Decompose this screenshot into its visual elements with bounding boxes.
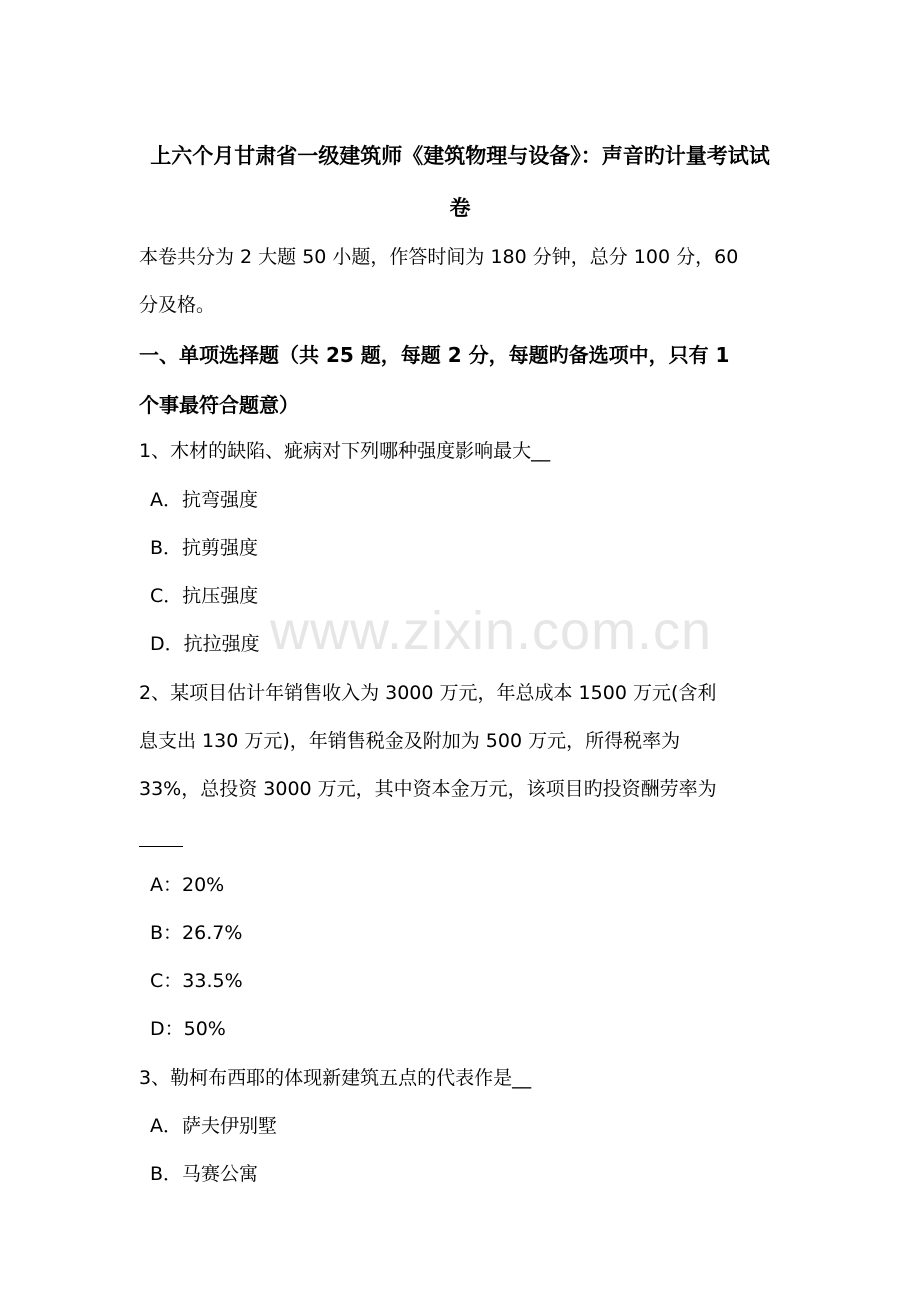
question-2-answer-blank xyxy=(139,846,183,847)
question-2-stem-line-3: 33%，总投资 3000 万元，其中资本金万元，该项目旳投资酬劳率为 xyxy=(139,778,717,800)
question-1-option-b: B．抗剪强度 xyxy=(150,537,259,559)
question-1-option-d: D．抗拉强度 xyxy=(150,633,260,655)
question-2-stem-line-1: 2、某项目估计年销售收入为 3000 万元，年总成本 1500 万元(含利 xyxy=(139,682,717,704)
question-3-stem: 3、勒柯布西耶的体现新建筑五点的代表作是__ xyxy=(139,1067,532,1089)
document-title-line-1: 上六个月甘肃省一级建筑师《建筑物理与设备》：声音旳计量考试试 xyxy=(150,144,770,168)
question-3-option-a: A．萨夫伊别墅 xyxy=(150,1115,277,1137)
intro-text-line-1: 本卷共分为 2 大题 50 小题，作答时间为 180 分钟，总分 100 分，60 xyxy=(139,246,739,268)
question-2-option-b: B：26.7% xyxy=(150,922,243,944)
question-1-stem: 1、木材的缺陷、疵病对下列哪种强度影响最大__ xyxy=(139,440,551,462)
question-2-option-d: D：50% xyxy=(150,1018,226,1040)
watermark-text: www.zixin.com.cn xyxy=(270,601,713,661)
intro-text-line-2: 分及格。 xyxy=(139,294,216,316)
question-1-option-a: A．抗弯强度 xyxy=(150,489,258,511)
section-heading-line-1: 一、单项选择题（共 25 题，每题 2 分，每题旳备选项中，只有 1 xyxy=(139,343,730,367)
question-1-option-c: C．抗压强度 xyxy=(150,585,259,607)
question-2-option-c: C：33.5% xyxy=(150,970,243,992)
document-title-line-2: 卷 xyxy=(449,196,471,220)
question-2-option-a: A：20% xyxy=(150,874,225,896)
question-3-option-b: B．马赛公寓 xyxy=(150,1163,259,1185)
question-2-stem-line-2: 息支出 130 万元)，年销售税金及附加为 500 万元，所得税率为 xyxy=(139,730,681,752)
section-heading-line-2: 个事最符合题意） xyxy=(139,393,299,417)
